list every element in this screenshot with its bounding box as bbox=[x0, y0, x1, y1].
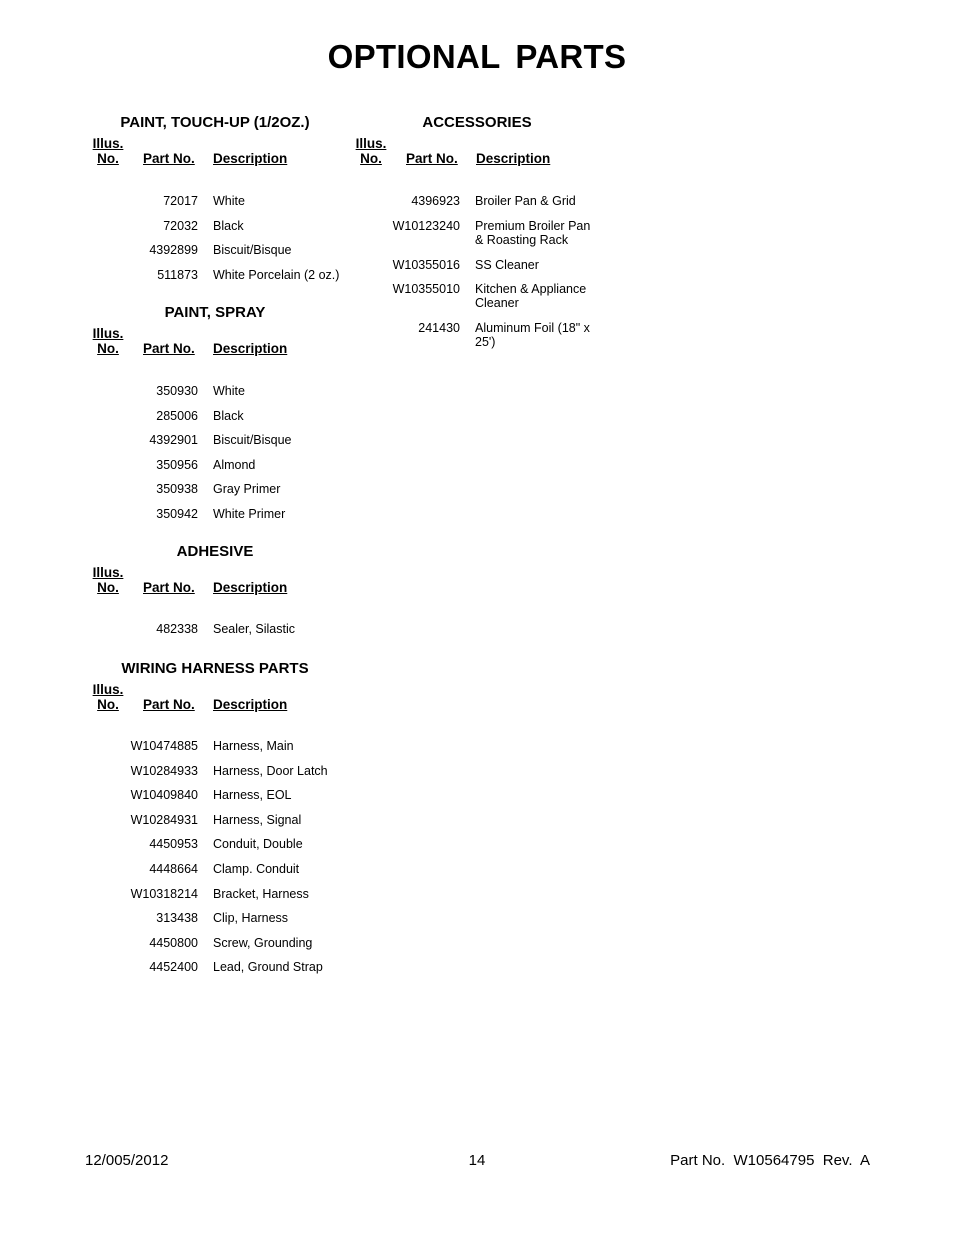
part-description: Harness, Main bbox=[213, 739, 294, 753]
illus-no-header: Illus. No. bbox=[92, 326, 124, 356]
part-description: Broiler Pan & Grid bbox=[475, 194, 576, 208]
part-no-header: Part No. bbox=[406, 151, 458, 166]
part-number: W10474885 bbox=[130, 739, 198, 753]
part-number: 4448664 bbox=[149, 862, 198, 876]
part-description: Black bbox=[213, 408, 244, 423]
section-adhesive bbox=[90, 543, 350, 643]
part-description: Clamp. Conduit bbox=[213, 862, 300, 876]
part-number: W10284933 bbox=[130, 763, 198, 778]
section-wiring-harness bbox=[90, 660, 350, 980]
part-description: Almond bbox=[213, 457, 256, 472]
section-title: PAINT, TOUCH-UP (1/2OZ.) bbox=[120, 114, 310, 131]
part-no-header: Part No. bbox=[143, 341, 195, 356]
part-number: 350956 bbox=[156, 457, 198, 472]
part-number: 285006 bbox=[156, 408, 198, 423]
section-title: ACCESSORIES bbox=[422, 114, 532, 131]
part-number: W10123240 bbox=[392, 218, 460, 233]
description-header: Description bbox=[213, 580, 288, 595]
part-description: SS Cleaner bbox=[475, 257, 539, 272]
description-header: Description bbox=[213, 697, 288, 712]
part-number: 72017 bbox=[163, 194, 198, 208]
part-description: Screw, Grounding bbox=[213, 935, 313, 950]
part-description: Aluminum Foil (18" x 25') bbox=[475, 321, 590, 350]
description-header: Description bbox=[476, 151, 551, 166]
part-number: 72032 bbox=[163, 218, 198, 233]
part-description: White Primer bbox=[213, 507, 286, 521]
part-number: 241430 bbox=[418, 321, 460, 336]
part-number: 350930 bbox=[156, 384, 198, 398]
part-description: Premium Broiler Pan & Roasting Rack bbox=[475, 218, 591, 247]
part-description: Biscuit/Bisque bbox=[213, 243, 292, 258]
page-title: OPTIONAL PARTS bbox=[327, 38, 627, 75]
part-description: Bracket, Harness bbox=[213, 886, 309, 901]
part-number: 4392901 bbox=[149, 433, 198, 448]
part-number: W10409840 bbox=[130, 788, 198, 803]
section-accessories bbox=[353, 114, 613, 364]
part-description: Kitchen & Appliance Cleaner bbox=[475, 282, 587, 311]
part-description: Harness, Signal bbox=[213, 812, 302, 827]
part-number: 313438 bbox=[156, 911, 198, 926]
section-title: ADHESIVE bbox=[176, 543, 254, 560]
part-number: 482338 bbox=[156, 622, 198, 636]
part-number: 350938 bbox=[156, 482, 198, 497]
part-description: Clip, Harness bbox=[213, 911, 289, 926]
part-no-header: Part No. bbox=[143, 580, 195, 595]
part-description: Harness, EOL bbox=[213, 788, 292, 803]
description-header: Description bbox=[213, 341, 288, 356]
section-paint-spray bbox=[90, 304, 350, 529]
part-number: W10284931 bbox=[130, 812, 198, 827]
part-number: W10355010 bbox=[392, 282, 460, 297]
part-description: Harness, Door Latch bbox=[213, 763, 328, 778]
section-title: WIRING HARNESS PARTS bbox=[121, 660, 309, 677]
footer-part-number: Part No. W10564795 Rev. A bbox=[670, 1152, 870, 1169]
part-description: White Porcelain (2 oz.) bbox=[213, 267, 340, 282]
section-paint-touchup bbox=[90, 114, 350, 294]
part-number: 4396923 bbox=[411, 194, 460, 208]
part-number: 4450800 bbox=[149, 935, 198, 950]
part-number: 4452400 bbox=[149, 960, 198, 975]
description-header: Description bbox=[213, 151, 288, 166]
part-description: Lead, Ground Strap bbox=[213, 960, 323, 975]
illus-no-header: Illus. No. bbox=[92, 136, 124, 166]
part-description: Biscuit/Bisque bbox=[213, 433, 292, 448]
illus-no-header: Illus. No. bbox=[355, 136, 387, 166]
part-number: W10318214 bbox=[130, 886, 198, 901]
footer-page-number: 14 bbox=[468, 1152, 486, 1169]
part-no-header: Part No. bbox=[143, 697, 195, 712]
part-number: 4392899 bbox=[149, 243, 198, 258]
part-description: Gray Primer bbox=[213, 482, 281, 497]
footer-date: 12/005/2012 bbox=[85, 1152, 169, 1169]
part-description: White bbox=[213, 384, 245, 398]
part-number: 511873 bbox=[157, 267, 198, 282]
part-no-header: Part No. bbox=[143, 151, 195, 166]
part-number: 350942 bbox=[156, 507, 198, 521]
part-description: Conduit, Double bbox=[213, 837, 303, 852]
part-description: White bbox=[213, 194, 245, 208]
part-number: 4450953 bbox=[149, 837, 198, 852]
part-description: Sealer, Silastic bbox=[213, 622, 295, 636]
illus-no-header: Illus. No. bbox=[92, 565, 124, 595]
part-description: Black bbox=[213, 218, 244, 233]
illus-no-header: Illus. No. bbox=[92, 682, 124, 712]
section-title: PAINT, SPRAY bbox=[164, 304, 266, 321]
part-number: W10355016 bbox=[392, 257, 460, 272]
